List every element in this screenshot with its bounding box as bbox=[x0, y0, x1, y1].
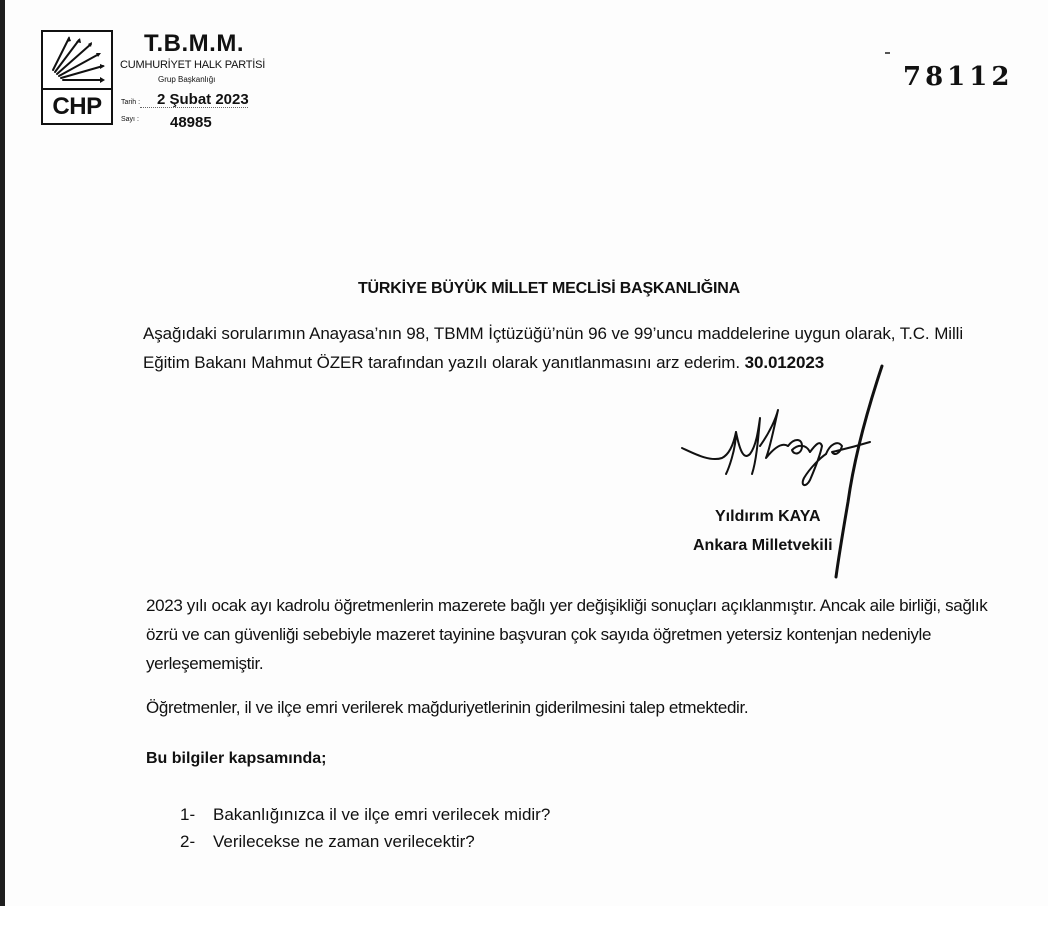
signer-name: Yıldırım KAYA bbox=[715, 508, 821, 525]
body-paragraph-2: Öğretmenler, il ve ilçe emri verilerek mağduriyetlerinin giderilmesini talep etmektedir. bbox=[146, 698, 749, 717]
body-paragraph-1: 2023 yılı ocak ayı kadrolu öğretmenlerin mazerete bağlı yer değişikliği sonuçları açıklanmıştır. Ancak aile birliği, sağlık özrü ve can güvenliği sebebiyle mazeret tayinine başvuran çok sayıda öğretmen yetersiz kontenjan nedeniyle yerleşememiştir. bbox=[146, 596, 988, 673]
scan-mark bbox=[885, 52, 890, 54]
question-item bbox=[180, 801, 550, 828]
intro-date: 30.012023 bbox=[744, 353, 825, 372]
stamp-title: T.B.M.M. bbox=[144, 30, 244, 57]
question-text: Bakanlığınızca il ve ilçe emri verilecek midir? bbox=[213, 805, 551, 824]
signer-title: Ankara Milletvekili bbox=[693, 537, 833, 554]
stamp-party-name: CUMHURİYET HALK PARTİSİ bbox=[120, 59, 266, 71]
question-text: Verilecekse ne zaman verilecektir? bbox=[213, 832, 475, 851]
question-list bbox=[180, 801, 550, 855]
six-arrows-icon bbox=[43, 32, 111, 90]
stamp-number: 48985 bbox=[170, 114, 212, 131]
question-number: 2- bbox=[180, 832, 196, 851]
page-bottom-margin bbox=[0, 906, 1048, 934]
document-heading: TÜRKİYE BÜYÜK MİLLET MECLİSİ BAŞKANLIĞINA bbox=[357, 280, 741, 297]
intro-text: Aşağıdaki sorularımın Anayasa’nın 98, TBMM İçtüzüğü’nün 96 ve 99’uncu maddelerine uygun olarak, T.C. Milli Eğitim Bakanı Mahmut ÖZER tarafından yazılı olarak yanıtlanmasını arz ederim. bbox=[143, 324, 963, 372]
stamp-date-label: Tarih : bbox=[121, 99, 141, 106]
chp-logo bbox=[41, 30, 113, 125]
document-number: 78112 bbox=[903, 62, 1014, 92]
chp-logo-text: CHP bbox=[52, 93, 102, 120]
scope-heading: Bu bilgiler kapsamında; bbox=[146, 750, 327, 767]
question-item bbox=[180, 828, 550, 855]
question-number: 1- bbox=[180, 805, 196, 824]
stamp-date: 2 Şubat 2023 bbox=[157, 91, 249, 108]
stamp-group: Grup Başkanlığı bbox=[158, 75, 216, 84]
stamp-number-label: Sayı : bbox=[121, 116, 139, 123]
